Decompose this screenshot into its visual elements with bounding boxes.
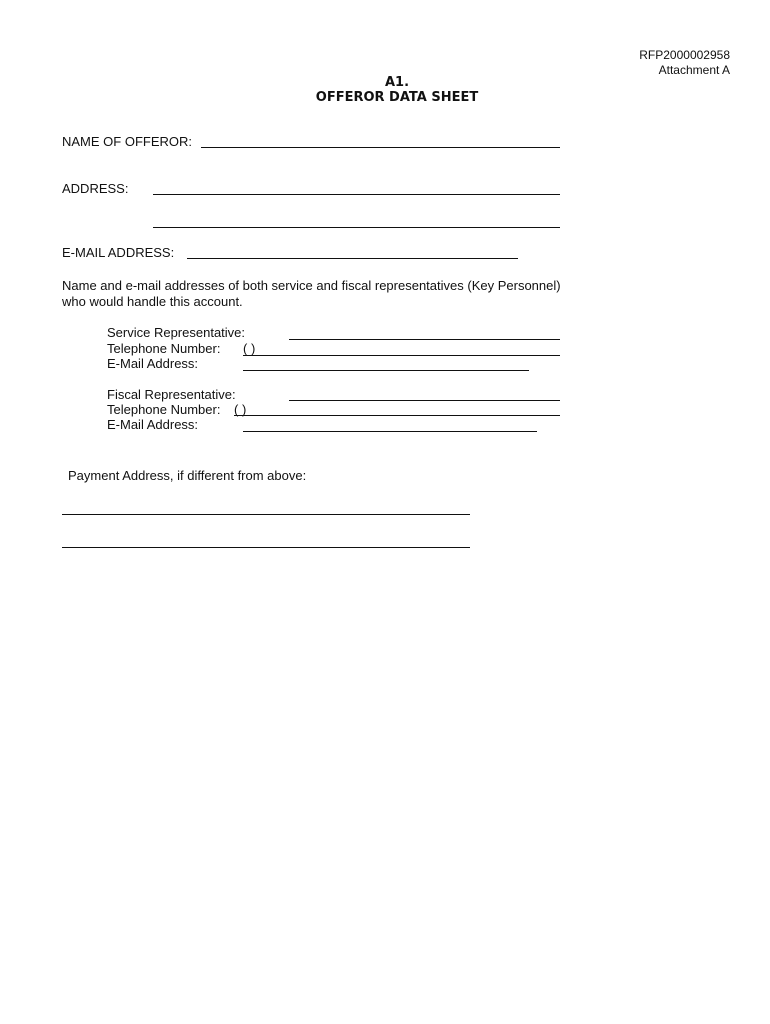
service-phone-area-code: ( ) xyxy=(243,341,256,356)
payment-address-label: Payment Address, if different from above: xyxy=(68,468,307,483)
service-email-label: E-Mail Address: xyxy=(107,356,199,371)
service-email-field[interactable] xyxy=(243,370,529,371)
fiscal-email-field[interactable] xyxy=(243,431,537,432)
offeror-name-field[interactable] xyxy=(201,147,560,148)
page-title: OFFEROR DATA SHEET xyxy=(315,90,479,105)
email-label: E-MAIL ADDRESS: xyxy=(62,245,175,260)
fiscal-phone-field[interactable] xyxy=(234,415,560,416)
fiscal-rep-label: Fiscal Representative: xyxy=(107,387,236,402)
service-rep-field[interactable] xyxy=(289,339,560,340)
payment-address-field-line-2[interactable] xyxy=(62,547,470,548)
service-phone-label: Telephone Number: xyxy=(107,341,221,356)
fiscal-email-label: E-Mail Address: xyxy=(107,417,199,432)
fiscal-phone-label: Telephone Number: xyxy=(107,402,221,417)
email-field[interactable] xyxy=(187,258,518,259)
attachment-label: Attachment A xyxy=(658,63,730,77)
address-field-line-2[interactable] xyxy=(153,227,560,228)
address-label: ADDRESS: xyxy=(62,181,129,196)
service-rep-label: Service Representative: xyxy=(107,325,246,340)
section-code: A1. xyxy=(384,75,410,90)
payment-address-field-line-1[interactable] xyxy=(62,514,470,515)
fiscal-rep-field[interactable] xyxy=(289,400,560,401)
instructions-line-2: who would handle this account. xyxy=(62,294,243,309)
fiscal-phone-area-code: ( ) xyxy=(234,402,247,417)
rfp-number: RFP2000002958 xyxy=(639,48,730,62)
service-phone-field[interactable] xyxy=(243,355,560,356)
address-field-line-1[interactable] xyxy=(153,194,560,195)
offeror-name-label: NAME OF OFFEROR: xyxy=(62,134,192,149)
instructions-line-1: Name and e-mail addresses of both service and fiscal representatives (Key Personnel) xyxy=(62,278,561,293)
